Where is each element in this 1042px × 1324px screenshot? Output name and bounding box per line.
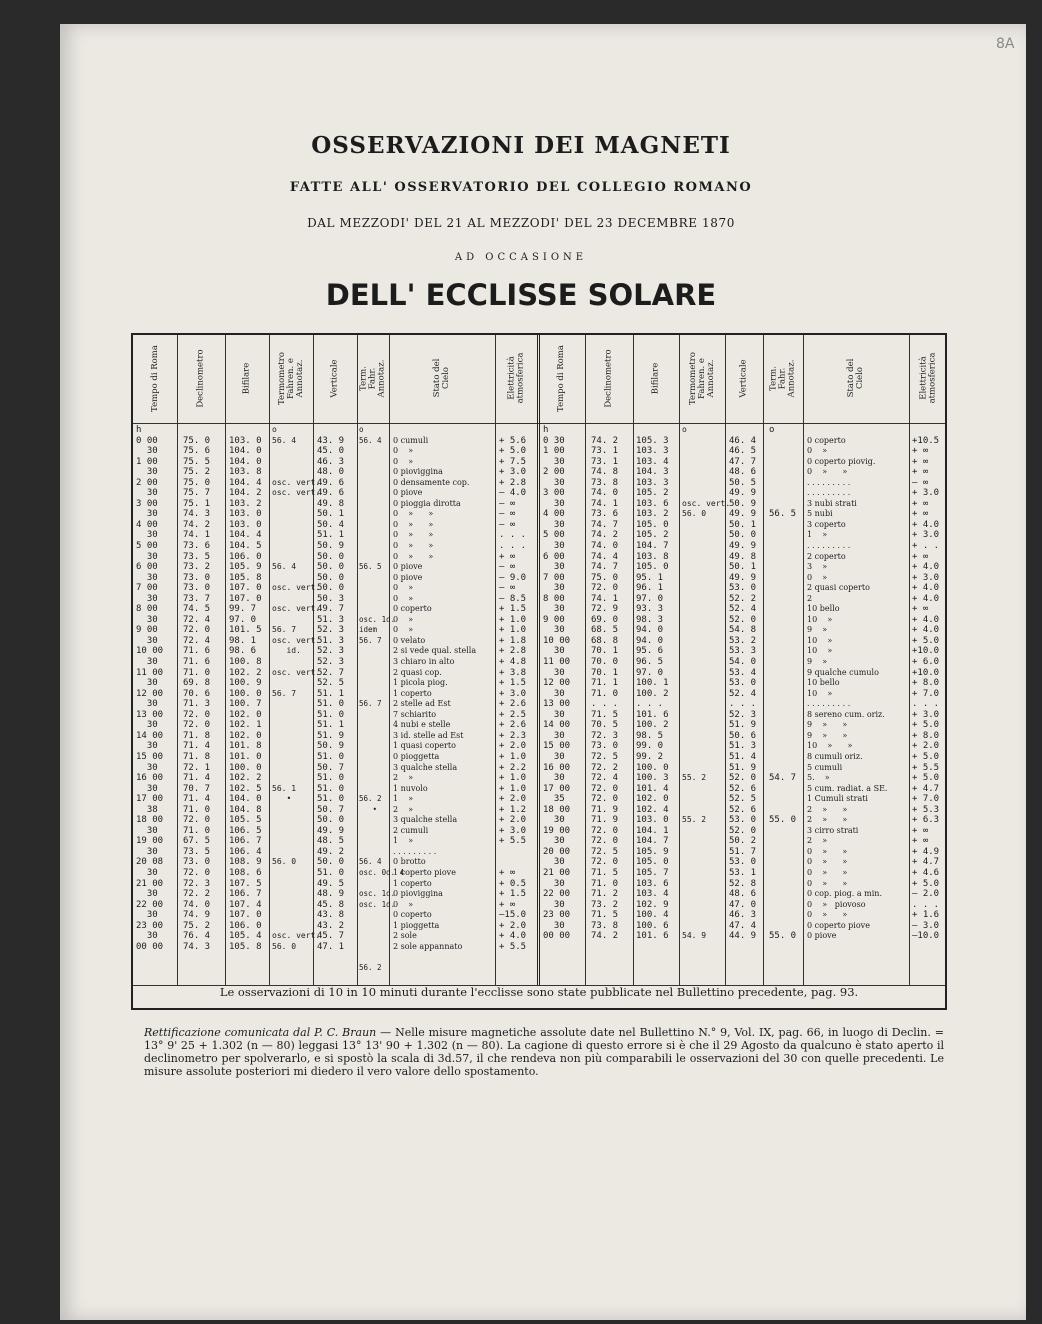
left-elettricita-column: + 5.6 + 5.0 + 7.5 + 3.0 + 2.8 — 4.0 — ∞ — ∞ — ∞ . . . . . . + ∞ — ∞ — 9.0 — ∞ — 8.5 + 1.5 + 1.0 + 1.0 + 1.8 + 2.8 + 4.8 + 3.8 + 1.5 + 3.0 + 2.6 + 2.5 + 2.6 + 2.3 + 2.0 + 1.0 + 2.2 + 1.0 + 1.0 + 2.0 + 1.2 + 2.0 + 3.0 + 5.5 + ∞ + 0.5 + 1.5 + ∞ —15.0 + 2.0 + 4.0 + 5.5	[499, 435, 527, 952]
right-declinometro-column: 74. 2 73. 1 73. 1 74. 8 73. 8 74. 0 74. 1 73. 6 74. 7 74. 2 74. 0 74. 4 74. 7 75. 0 72. 0 74. 1 72. 9 69. 0 68. 5 68. 8 70. 1 70. 0 70. 1 71. 1 71. 0 . . . 71. 5 70. 5 72. 3 73. 0 72. 5 72. 2 72. 4 72. 0 72. 0 71. 9 71. 9 72. 0 72. 0 72. 5 72. 0 71. 5 71. 0 71. 2 73. 2 71. 5 73. 8 74. 2	[591, 435, 619, 942]
right-tempo-column: h 0 30 1 00 30 2 00 30 3 00 30 4 00 30 5 00 30 6 00 30 7 00 30 8 00 30 9 00 30 10 00 30 11 00 30 12 00 30 13 00 30 14 00 30 15 00 30 16 00 30 17 00 35 18 00 30 19 00 30 20 00 30 21 00 30 22 00 30 23 00 30 00 00	[543, 425, 571, 942]
date-range: DAL MEZZODI' DEL 21 AL MEZZODI' DEL 23 DECEMBRE 1870	[307, 216, 735, 230]
left-tempo-column: h 0 00 30 1 00 30 2 00 30 3 00 30 4 00 30 5 00 30 6 00 30 7 00 30 8 00 30 9 00 30 10 00 30 11 00 30 12 00 30 13 00 30 14 00 30 15 00 30 16 00 30 17 00 38 18 00 30 19 00 30 20 08 30 21 00 30 22 00 30 23 00 30 00 00	[136, 425, 164, 952]
footnote-lead: Rettificazione comunicata dal P. C. Braun —	[144, 1026, 392, 1039]
header-bifilare-2: Bifilare	[650, 362, 661, 394]
right-stato-cielo-column: 0 coperto 0 » 0 coperto piovig. 0 » » . . . . . . . . . . . . . . . . . . 3 nubi strati 5 nubi 3 coperto 1 » . . . . . . . . . 2 coperto 3 » 0 » 2 quasi coperto 2 10 bello 10 » 9 » 10 » 10 » 9 » 9 qualche cumulo 10 bello 10 » . . . . . . . . . 8 sereno cum. oriz. 9 » » 9 » » 10 » » 8 cumuli oriz. 5 cumuli 5. » 5 cum. radiat. a SE. 1 Cumuli strati 2 » » 2 » » 3 cirro strati 2 » 0 » » 0 » » 0 » » 0 » » 0 cop. piog. a min. 0 » piovoso 0 » » 0 coperto piove 0 piove	[807, 435, 888, 941]
header-term-fahr-2: Term. Fahr. Annotaz.	[768, 359, 797, 397]
right-term-fahr-column: o 56. 5 54. 7 55. 0 55. 0	[769, 425, 797, 942]
header-verticale: Verticale	[329, 358, 340, 398]
left-term-fahr-column: o 56. 4 56. 5 osc. 1d. idem 56. 7 56. 7 56. 2 • 56. 4 osc. 0d. 4 osc. 1d. osc. 1d. 56. 2	[359, 425, 405, 972]
header-tempo: Tempo di Roma	[149, 344, 160, 412]
left-verticale-column: 43. 9 45. 0 46. 3 48. 0 49. 6 49. 6 49. 8 50. 1 50. 4 51. 1 50. 9 50. 0 50. 0 50. 0 50. 0 50. 3 49. 7 51. 3 52. 3 51. 3 52. 3 52. 3 52. 7 52. 5 51. 1 51. 0 51. 0 51. 1 51. 9 50. 9 51. 0 50. 7 51. 0 51. 0 51. 0 50. 7 50. 0 49. 9 48. 5 49. 2 50. 0 51. 0 49. 5 48. 9 45. 8 43. 8 43. 2 45. 7 47. 1	[317, 435, 345, 952]
observations-table	[131, 333, 947, 1010]
event-title: DELL' ECCLISSE SOLARE	[325, 278, 717, 312]
header-verticale-2: Verticale	[738, 358, 749, 398]
left-stato-cielo-column: 0 cumuli 0 » 0 » 0 pioviggina 0 densamente cop. 0 piove 0 pioggia dirotta 0 » » 0 » » 0 » » 0 » » 0 » » 0 piove 0 piove 0 » 0 » 0 coperto 0 » 0 » 0 velato 2 si vede qual. stella 3 chiaro in alto 2 quasi cop. 1 picola piog. 1 coperto 2 stelle ad Est 7 schiarito 4 nubi e stelle 3 id. stelle ad Est 1 quasi coperto 0 pioggetta 3 qualche stella 2 » 1 nuvolo 1 » 2 » 3 qualche stella 2 cumuli 1 » . . . . . . . . . 0 brotto 1 coperto piove 1 coperto 0 pioviggina 0 » 0 coperto 1 pioggetta 2 sole 2 sole appannato	[393, 435, 477, 951]
header-stato-cielo: Stato del Cielo	[432, 358, 451, 398]
corner-mark: 8A	[996, 36, 1015, 52]
header-termometro: Termometro Fahren. e Annotaz.	[276, 351, 305, 405]
occasion-line: AD OCCASIONE	[454, 252, 588, 263]
header-elettricita-2: Elettricità atmosferica	[918, 352, 937, 404]
half-divider	[537, 335, 540, 985]
header-termometro-2: Termometro Fahren. e Annotaz.	[687, 351, 716, 405]
page-title: OSSERVAZIONI DEI MAGNETI	[311, 132, 731, 159]
header-stato-cielo-2: Stato del Cielo	[846, 358, 865, 398]
header-elettricita: Elettricità atmosferica	[506, 352, 525, 404]
table-caption: Le osservazioni di 10 in 10 minuti durante l'ecclisse sono state pubblicate nel Bullettino precedente, pag. 93.	[219, 985, 859, 999]
header-tempo-2: Tempo di Roma	[555, 344, 566, 412]
right-bifilare-column: 105. 3 103. 3 103. 4 104. 3 103. 3 105. 2 103. 6 103. 2 105. 0 105. 2 104. 7 103. 8 105. 0 95. 1 96. 1 97. 0 93. 3 98. 3 94. 0 94. 0 95. 6 96. 5 97. 0 100. 1 100. 2 . . . 101. 6 100. 2 98. 5 99. 0 99. 2 100. 0 100. 3 101. 4 102. 0 102. 4 103. 0 104. 1 104. 7 105. 9 105. 0 105. 7 103. 6 103. 4 102. 9 100. 4 100. 6 101. 6	[636, 435, 669, 942]
header-bifilare: Bifilare	[241, 362, 252, 394]
right-termometro-column: o osc. vert. 56. 0 55. 2 55. 2 54. 9	[682, 425, 731, 941]
left-bifilare-column: 103. 0 104. 0 104. 0 103. 8 104. 4 104. 2 103. 2 103. 0 103. 0 104. 4 104. 5 106. 0 105. 9 105. 8 107. 0 107. 0 99. 7 97. 0 101. 5 98. 1 98. 6 100. 8 102. 2 100. 9 100. 0 100. 7 102. 0 102. 1 102. 0 101. 8 101. 0 100. 0 102. 2 102. 5 104. 0 104. 8 105. 5 106. 5 106. 7 106. 4 108. 9 108. 6 107. 5 106. 7 107. 4 107. 0 106. 0 105. 4 105. 8	[229, 435, 262, 952]
header-declinometro: Declinometro	[195, 348, 206, 408]
header-term-fahr: Term. Fahr. Annotaz.	[358, 359, 387, 397]
right-elettricita-column: +10.5 + ∞ + ∞ + ∞ — ∞ + 3.0 + ∞ + ∞ + 4.0 + 3.0 + . . + ∞ + 4.0 + 3.0 + 4.0 + 4.0 + ∞ + 4.0 + 4.0 + 5.0 +10.0 + 6.0 +10.0 + 8.0 + 7.0 . . . + 3.0 + 5.0 + 8.0 + 2.0 + 5.0 + 5.5 + 5.0 + 4.7 + 7.0 + 5.3 + 6.3 + ∞ + ∞ + 4.9 + 4.7 + 4.6 + 5.0 — 2.0 . . . + 1.6 — 3.0 —10.0	[912, 435, 940, 942]
left-declinometro-column: 75. 0 75. 6 75. 5 75. 2 75. 0 75. 7 75. 1 74. 3 74. 2 74. 1 73. 6 73. 5 73. 2 73. 0 73. 0 73. 7 74. 5 72. 4 72. 0 72. 4 71. 6 71. 6 71. 0 69. 8 70. 6 71. 3 72. 0 72. 0 71. 8 71. 4 71. 8 72. 1 71. 4 70. 7 71. 4 71. 0 72. 0 71. 0 67. 5 73. 5 73. 0 72. 0 72. 3 72. 2 74. 0 74. 9 75. 2 76. 4 74. 3	[183, 435, 211, 952]
header-declinometro-2: Declinometro	[603, 348, 614, 408]
right-verticale-column: 46. 4 46. 5 47. 7 48. 6 50. 5 49. 9 50. 9 49. 9 50. 1 50. 0 49. 9 49. 8 50. 1 49. 9 53. 0 52. 2 52. 4 52. 0 54. 8 53. 2 53. 3 54. 0 53. 4 53. 0 52. 4 . . . 52. 3 51. 9 50. 6 51. 3 51. 4 51. 9 52. 0 52. 6 52. 5 52. 6 53. 0 52. 0 50. 2 51. 7 53. 0 53. 1 52. 8 48. 6 47. 0 46. 3 47. 4 44. 9	[729, 435, 757, 942]
footnote	[144, 1026, 944, 1078]
page-subtitle: FATTE ALL' OSSERVATORIO DEL COLLEGIO ROMANO	[289, 180, 753, 195]
left-termometro-column: o 56. 4 osc. vert. osc. vert. 56. 4 osc. vert. osc. vert. 56. 7 osc. vert. id. osc. vert. 56. 7 56. 1 • 56. 0 osc. vert. 56. 0	[272, 425, 321, 951]
footnote-text: Nelle misure magnetiche assolute date nel Bullettino N.° 9, Vol. IX, pag. 66, in luogo di Declin. = 13° 9' 25 + 1.302 (n — 80) leggasi 13° 13' 90 + 1.302 (n — 80). La cagione di questo errore si è che il 29 Agosto da qualcuno è stato aperto il declinometro per spolverarlo, e si spostò la scala di 3d.57, il che rendeva non più comparabili le osservazioni del 30 con quelle precedenti. Le misure assolute posteriori mi diedero il vero valore dello spostamento.	[144, 1026, 944, 1078]
